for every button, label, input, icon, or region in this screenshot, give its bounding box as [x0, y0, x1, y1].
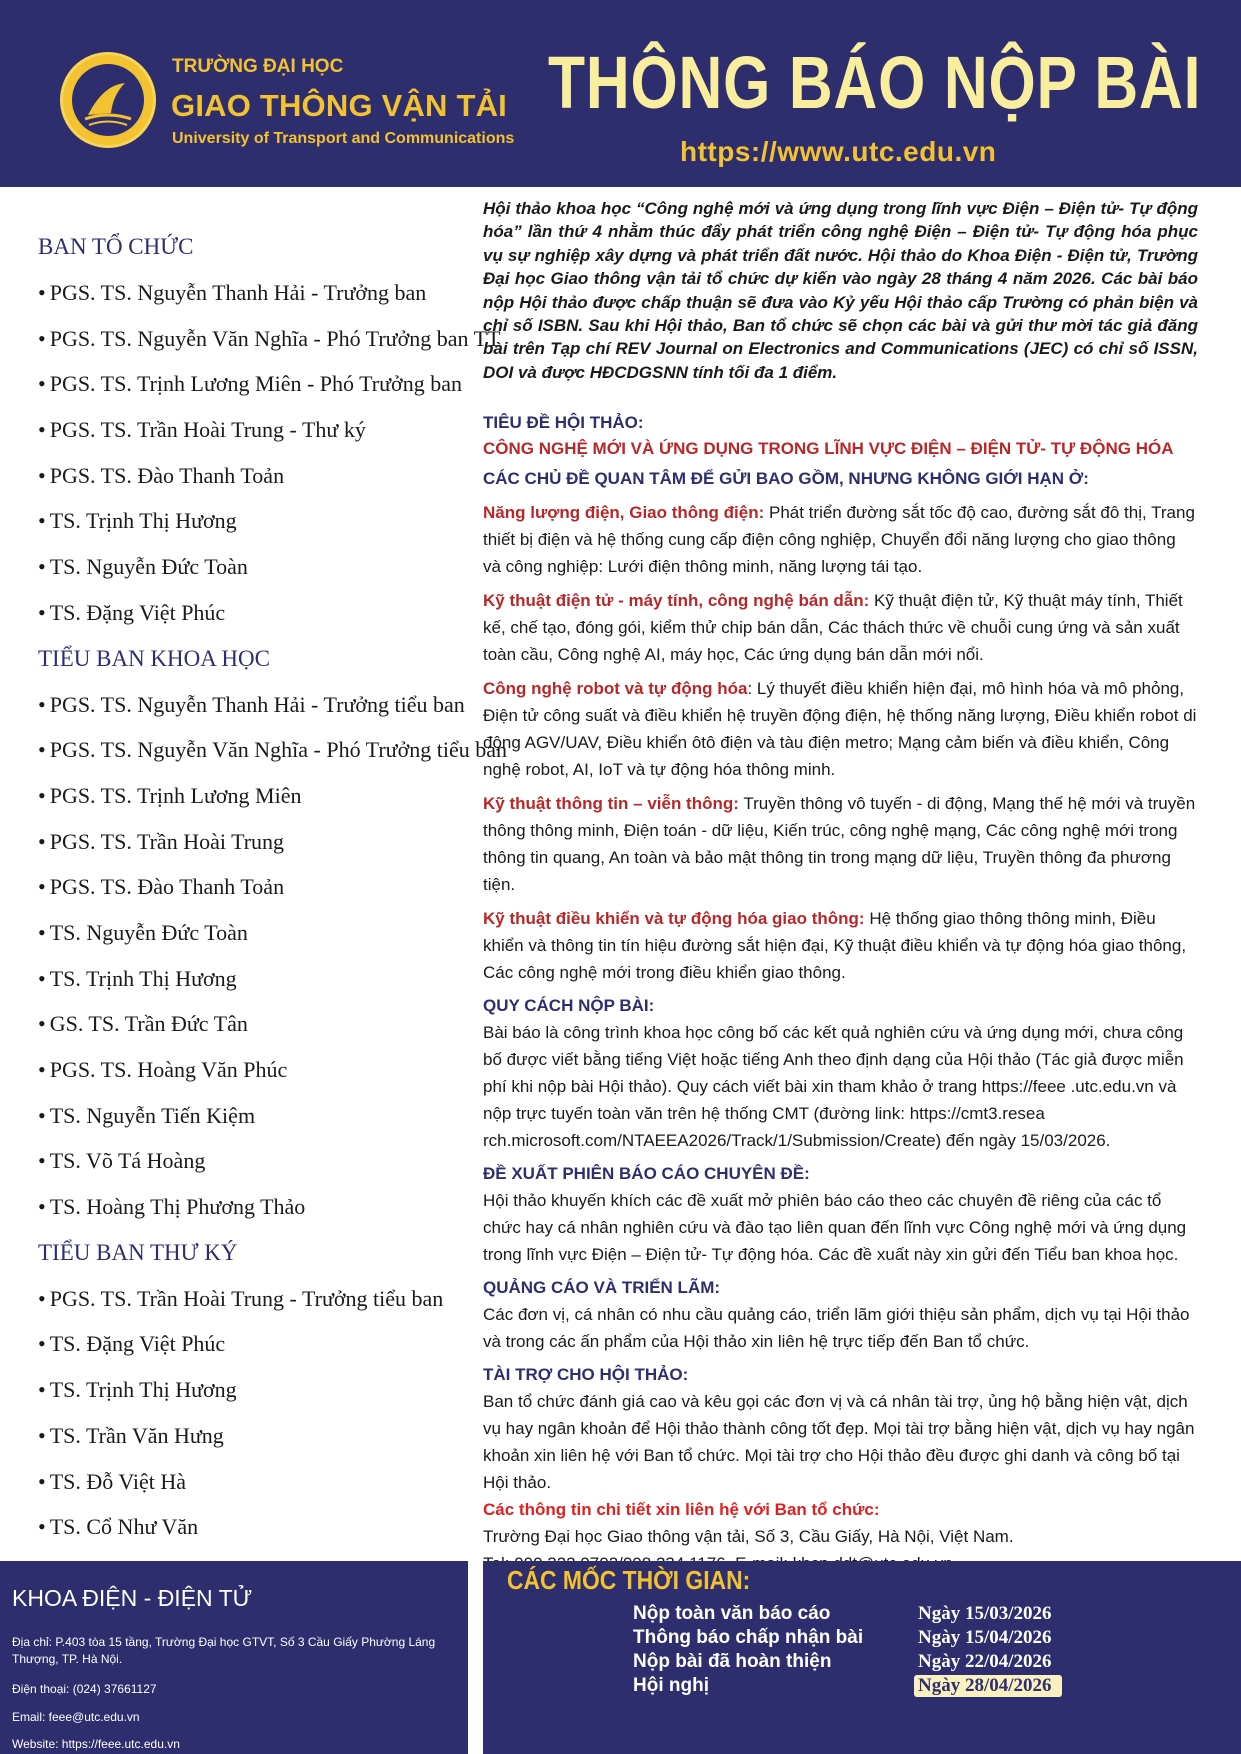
committee-member [38, 964, 483, 994]
committee-member [38, 1055, 483, 1085]
committee-member [38, 1421, 483, 1451]
ads-paragraph: Các đơn vị, cá nhân có nhu cầu quảng cáo, triển lãm giới thiệu sản phẩm, dịch vụ tại Hội thảo và trong các ấn phẩm của Hội thảo xin liên hệ trực tiếp đến Ban tổ chức. [483, 1305, 1190, 1352]
timeline-row [633, 1603, 1193, 1629]
session-paragraph: Hội thảo khuyến khích các đề xuất mở phiên báo cáo theo các chuyên đề riêng của các tổ chức hay cá nhân nghiên cứu và đào tạo liên quan đến lĩnh vực Công nghệ mới và ứng dụng trong lĩnh vực Điện – Điện tử- Tự động hóa. Các đề xuất này xin gửi đến Tiểu ban khoa học. [483, 1191, 1187, 1265]
contact-heading: Các thông tin chi tiết xin liên hệ với Ban tổ chức: [483, 1500, 880, 1520]
member-name: PGS. TS. Nguyễn Thanh Hải - Trưởng ban [49, 280, 427, 305]
bullet-icon: • [38, 691, 46, 717]
bullet-icon: • [38, 828, 46, 854]
member-name: PGS. TS. Đào Thanh Toản [49, 462, 285, 488]
intro-paragraph: Hội thảo khoa học “Công nghệ mới và ứng dụng trong lĩnh vực Điện – Điện tử- Tự động hóa” lần thứ 4 nhằm thúc đẩy phát triển công nghệ Điện – Điện tử- Tự động hóa phục vụ sự nghiệp xây dựng và phát triển đất nước. Hội thảo do Khoa Điện - Điện tử, Trường Đại học Giao thông vận tải tổ chức dự kiến vào ngày 28 tháng 4 năm 2026. Các bài báo nộp Hội thảo được chấp thuận sẽ đưa vào Kỷ yếu Hội thảo cấp Trường có phản biện và chỉ số ISBN. Sau khi Hội thảo, Ban tổ chức sẽ chọn các bài và gửi thư mời tác giả đăng bài trên Tạp chí REV Journal on Electronics and Communications (JEC) có chỉ số ISSN, DOI và được HĐCDGSNN tính tối đa 1 điểm. [483, 199, 1198, 382]
timeline-date: Ngày 15/04/2026 [918, 1627, 1052, 1648]
topic-item [483, 587, 1198, 668]
committee-member [38, 1146, 483, 1176]
timeline-panel [483, 1561, 1241, 1754]
committee-member [38, 1467, 483, 1497]
topic-item [483, 499, 1198, 580]
topic-text: Kỹ thuật điện tử, Kỹ thuật máy tính, Thiết kế, chế tạo, đóng gói, kiểm thử chip bán dẫn, Các thách thức về chuỗi cung ứng và sản xuất toàn cầu, Công nghệ AI, máy học, Các ứng dụng bán dẫn mới nổi. [483, 591, 1183, 665]
committee-column [38, 232, 507, 1558]
member-name: TS. Võ Tá Hoàng [49, 1148, 206, 1174]
committee-member [38, 1329, 483, 1359]
committee-member [38, 415, 483, 445]
committee-member [38, 1009, 483, 1039]
committee-member [38, 1101, 483, 1131]
member-name: TS. Nguyễn Đức Toàn [49, 919, 248, 945]
topic-item [483, 905, 1198, 986]
timeline-event: Hội nghị [633, 1675, 709, 1696]
bullet-icon: • [38, 874, 46, 900]
committee-member [38, 598, 483, 628]
bullet-icon: • [38, 1057, 46, 1082]
topics-list [483, 499, 1198, 993]
bullet-icon: • [38, 417, 46, 443]
university-name-english: University of Transport and Communications [172, 130, 515, 147]
sponsor-paragraph: Ban tổ chức đánh giá cao và kêu gọi các đơn vị và cá nhân tài trợ, ủng hộ bằng hiện vật, dịch vụ hay ngân khoản để Hội thảo thành công tốt đẹp. Mọi tài trợ bằng hiện vật, dịch vụ hay ngân khoản xin liên hệ với Ban tổ chức. Mọi tài trợ cho Hội thảo đều được ghi danh và công bố tại Hội thảo. [483, 1392, 1195, 1493]
member-name: TS. Cổ Như Văn [49, 1514, 199, 1540]
topic-lead: Năng lượng điện, Giao thông điện: [483, 503, 765, 523]
committee-member [38, 1512, 483, 1542]
timeline-event: Nộp bài đã hoàn thiện [633, 1651, 832, 1672]
bullet-icon: • [38, 1102, 46, 1128]
member-name: TS. Đặng Việt Phúc [49, 1331, 226, 1357]
contact-address: Trường Đại học Giao thông vận tải, Số 3, Cầu Giấy, Hà Nội, Việt Nam. [483, 1527, 1014, 1547]
member-name: TS. Nguyễn Đức Toàn [49, 554, 248, 580]
secretary-committee-list [38, 1284, 483, 1542]
timeline-row [633, 1627, 1193, 1653]
format-paragraph: Bài báo là công trình khoa học công bố các kết quả nghiên cứu và ứng dụng mới, chưa công bố được viết bằng tiếng Việt hoặc tiếng Anh theo định dạng của Hội thảo (Tác giả được miễn phí khi nộp bài Hội thảo). Quy cách viết bài xin tham khảo ở trang https://feee .utc.edu.vn và nộp trực tuyến toàn văn trên hệ thống CMT (đường link: https://cmt3.resea rch.microsoft.com/NTAEEA2026/Track/1/Submission/Create) đến ngày 15/03/2026. [483, 1023, 1184, 1151]
member-name: PGS. TS. Nguyễn Thanh Hải - Trưởng tiểu ban [49, 691, 465, 717]
member-name: PGS. TS. Trần Hoài Trung - Trưởng tiểu ban [49, 1285, 444, 1311]
bullet-icon: • [38, 280, 46, 305]
ads-heading: QUẢNG CÁO VÀ TRIỂN LÃM: [483, 1278, 721, 1298]
member-name: PGS. TS. Nguyễn Văn Nghĩa - Phó Trưởng tiểu ban [49, 737, 507, 763]
timeline-date: Ngày 22/04/2026 [918, 1651, 1052, 1672]
member-name: PGS. TS. Hoàng Văn Phúc [49, 1057, 288, 1082]
bullet-icon: • [38, 371, 46, 397]
member-name: PGS. TS. Đào Thanh Toản [49, 874, 285, 900]
member-name: PGS. TS. Trịnh Lương Miên - Phó Trưởng ban [49, 371, 462, 397]
faculty-website[interactable]: Website: https://feee.utc.edu.vn [12, 1737, 180, 1751]
member-name: TS. Trịnh Thị Hương [49, 508, 237, 534]
header-banner [0, 0, 1241, 187]
member-name: TS. Đỗ Việt Hà [49, 1468, 187, 1494]
bullet-icon: • [38, 1194, 46, 1220]
topic-lead: Kỹ thuật điều khiển và tự động hóa giao thông: [483, 909, 865, 929]
topic-item [483, 675, 1198, 783]
session-heading: ĐỀ XUẤT PHIÊN BÁO CÁO CHUYÊN ĐỀ: [483, 1164, 810, 1184]
faculty-email[interactable]: Email: feee@utc.edu.vn [12, 1710, 140, 1724]
timeline-date: Ngày 15/03/2026 [918, 1603, 1052, 1624]
member-name: TS. Hoàng Thị Phương Thảo [49, 1194, 306, 1220]
topics-heading: CÁC CHỦ ĐỀ QUAN TÂM ĐỂ GỬI BAO GỒM, NHƯNG KHÔNG GIỚI HẠN Ở: [483, 469, 1089, 489]
faculty-phone: Điện thoại: (024) 37661127 [12, 1682, 157, 1696]
organizing-committee-heading: BAN TỔ CHỨC [38, 234, 194, 259]
organizing-committee-list [38, 278, 501, 628]
committee-member [38, 690, 483, 720]
scientific-committee-heading: TIỂU BAN KHOA HỌC [38, 645, 270, 671]
topic-text: : Lý thuyết điều khiển hiện đại, mô hình hóa và mô phỏng, Điện tử công suất và điều khiển hệ truyền động điện, hệ thống năng lượng, Điều khiển robot di động AGV/UAV, Điều khiển ôtô điện và tàu điện metro; Mạng cảm biến và điều khiển, Công nghệ robot, AI, IoT và tự động hóa thông minh. [483, 679, 1197, 780]
topic-lead: Công nghệ robot và tự động hóa [483, 679, 748, 699]
topic-item [483, 790, 1198, 898]
bullet-icon: • [38, 1468, 46, 1494]
bullet-icon: • [38, 1148, 46, 1174]
sponsor-heading: TÀI TRỢ CHO HỘI THẢO: [483, 1365, 689, 1385]
bullet-icon: • [38, 1331, 46, 1357]
member-name: TS. Trần Văn Hưng [49, 1422, 224, 1448]
committee-member [38, 278, 483, 308]
topic-text: Hệ thống giao thông thông minh, Điều khiển và thông tin tín hiệu đường sắt hiện đại, Kỹ thuật điều khiển và tự động hóa giao thông, Các công nghệ mới trong điều khiển giao thông. [483, 909, 1187, 983]
member-name: TS. Đặng Việt Phúc [49, 599, 226, 625]
timeline-event: Nộp toàn văn báo cáo [633, 1603, 831, 1624]
timeline-date: Ngày 28/04/2026 [914, 1675, 1062, 1697]
committee-member [38, 872, 483, 902]
committee-member [38, 1284, 483, 1314]
committee-member [38, 461, 483, 491]
topic-text: Truyền thông vô tuyến - di động, Mạng thế hệ mới và truyền thông thông minh, Điện toán - dữ liệu, Kiến trúc, công nghệ mạng, Các công nghệ mới trong thông tin quang, An toàn và bảo mật thông tin trong mạng dữ liệu, Truyền thông đa phương tiện. [483, 794, 1196, 895]
committee-member [38, 324, 501, 354]
committee-member [38, 506, 483, 536]
topic-lead: Kỹ thuật điện tử - máy tính, công nghệ bán dẫn: [483, 591, 870, 611]
bullet-icon: • [38, 1285, 46, 1311]
conference-title-heading: TIÊU ĐỀ HỘI THẢO: [483, 413, 644, 433]
bullet-icon: • [38, 919, 46, 945]
university-logo [60, 52, 156, 148]
bullet-icon: • [38, 325, 46, 351]
topic-lead: Kỹ thuật thông tin – viễn thông: [483, 794, 739, 814]
logo-emblem-icon [63, 55, 153, 145]
bullet-icon: • [38, 1011, 46, 1037]
bullet-icon: • [38, 599, 46, 625]
member-name: TS. Nguyễn Tiến Kiệm [49, 1102, 256, 1128]
committee-member [38, 781, 483, 811]
page-title: THÔNG BÁO NỘP BÀI [548, 41, 1202, 124]
member-name: TS. Trịnh Thị Hương [49, 1377, 237, 1403]
bullet-icon: • [38, 554, 46, 580]
bullet-icon: • [38, 965, 46, 991]
timeline-row [633, 1675, 1193, 1701]
committee-member [38, 1375, 483, 1405]
faculty-address: Địa chỉ: P.403 tòa 15 tầng, Trường Đại học GTVT, Số 3 Cầu Giấy Phường Láng Thượng, TP. Hà Nội. [12, 1635, 436, 1666]
timeline-row [633, 1651, 1193, 1677]
topic-text: Phát triển đường sắt tốc độ cao, đường sắt đô thị, Trang thiết bị điện và hệ thống cung cấp điện công nghiệp, Chuyển đổi năng lượng cho giao thông và công nghiệp: Lưới điện thông minh, năng lượng tái tạo. [483, 503, 1195, 577]
committee-member [38, 552, 483, 582]
bullet-icon: • [38, 508, 46, 534]
committee-member [38, 918, 483, 948]
committee-member [38, 1192, 483, 1222]
faculty-name: KHOA ĐIỆN - ĐIỆN TỬ [12, 1585, 253, 1611]
bullet-icon: • [38, 737, 46, 763]
committee-member [38, 735, 507, 765]
secretary-committee-heading: TIỂU BAN THƯ KÝ [38, 1239, 238, 1265]
conference-title: CÔNG NGHỆ MỚI VÀ ỨNG DỤNG TRONG LĨNH VỰC ĐIỆN – ĐIỆN TỬ- TỰ ĐỘNG HÓA [483, 439, 1174, 459]
timeline-heading: CÁC MỐC THỜI GIAN: [507, 1565, 751, 1595]
committee-member [38, 369, 483, 399]
bullet-icon: • [38, 782, 46, 808]
faculty-footer [0, 1561, 468, 1754]
bullet-icon: • [38, 1377, 46, 1403]
timeline-event: Thông báo chấp nhận bài [633, 1627, 864, 1648]
member-name: TS. Trịnh Thị Hương [49, 965, 237, 991]
committee-member [38, 827, 483, 857]
member-name: PGS. TS. Nguyễn Văn Nghĩa - Phó Trưởng ban TT [49, 325, 501, 351]
member-name: PGS. TS. Trịnh Lương Miên [49, 782, 302, 808]
announcement-column [483, 197, 1198, 1577]
member-name: PGS. TS. Trần Hoài Trung [49, 828, 285, 854]
bullet-icon: • [38, 1514, 46, 1540]
member-name: PGS. TS. Trần Hoài Trung - Thư ký [49, 417, 366, 443]
website-link[interactable]: https://www.utc.edu.vn [680, 136, 997, 167]
university-name-line2: GIAO THÔNG VẬN TẢI [171, 88, 507, 123]
bullet-icon: • [38, 462, 46, 488]
member-name: GS. TS. Trần Đức Tân [49, 1011, 248, 1037]
format-heading: QUY CÁCH NỘP BÀI: [483, 996, 655, 1016]
scientific-committee-list [38, 690, 507, 1223]
bullet-icon: • [38, 1422, 46, 1448]
university-name-line1: TRƯỜNG ĐẠI HỌC [172, 56, 344, 77]
